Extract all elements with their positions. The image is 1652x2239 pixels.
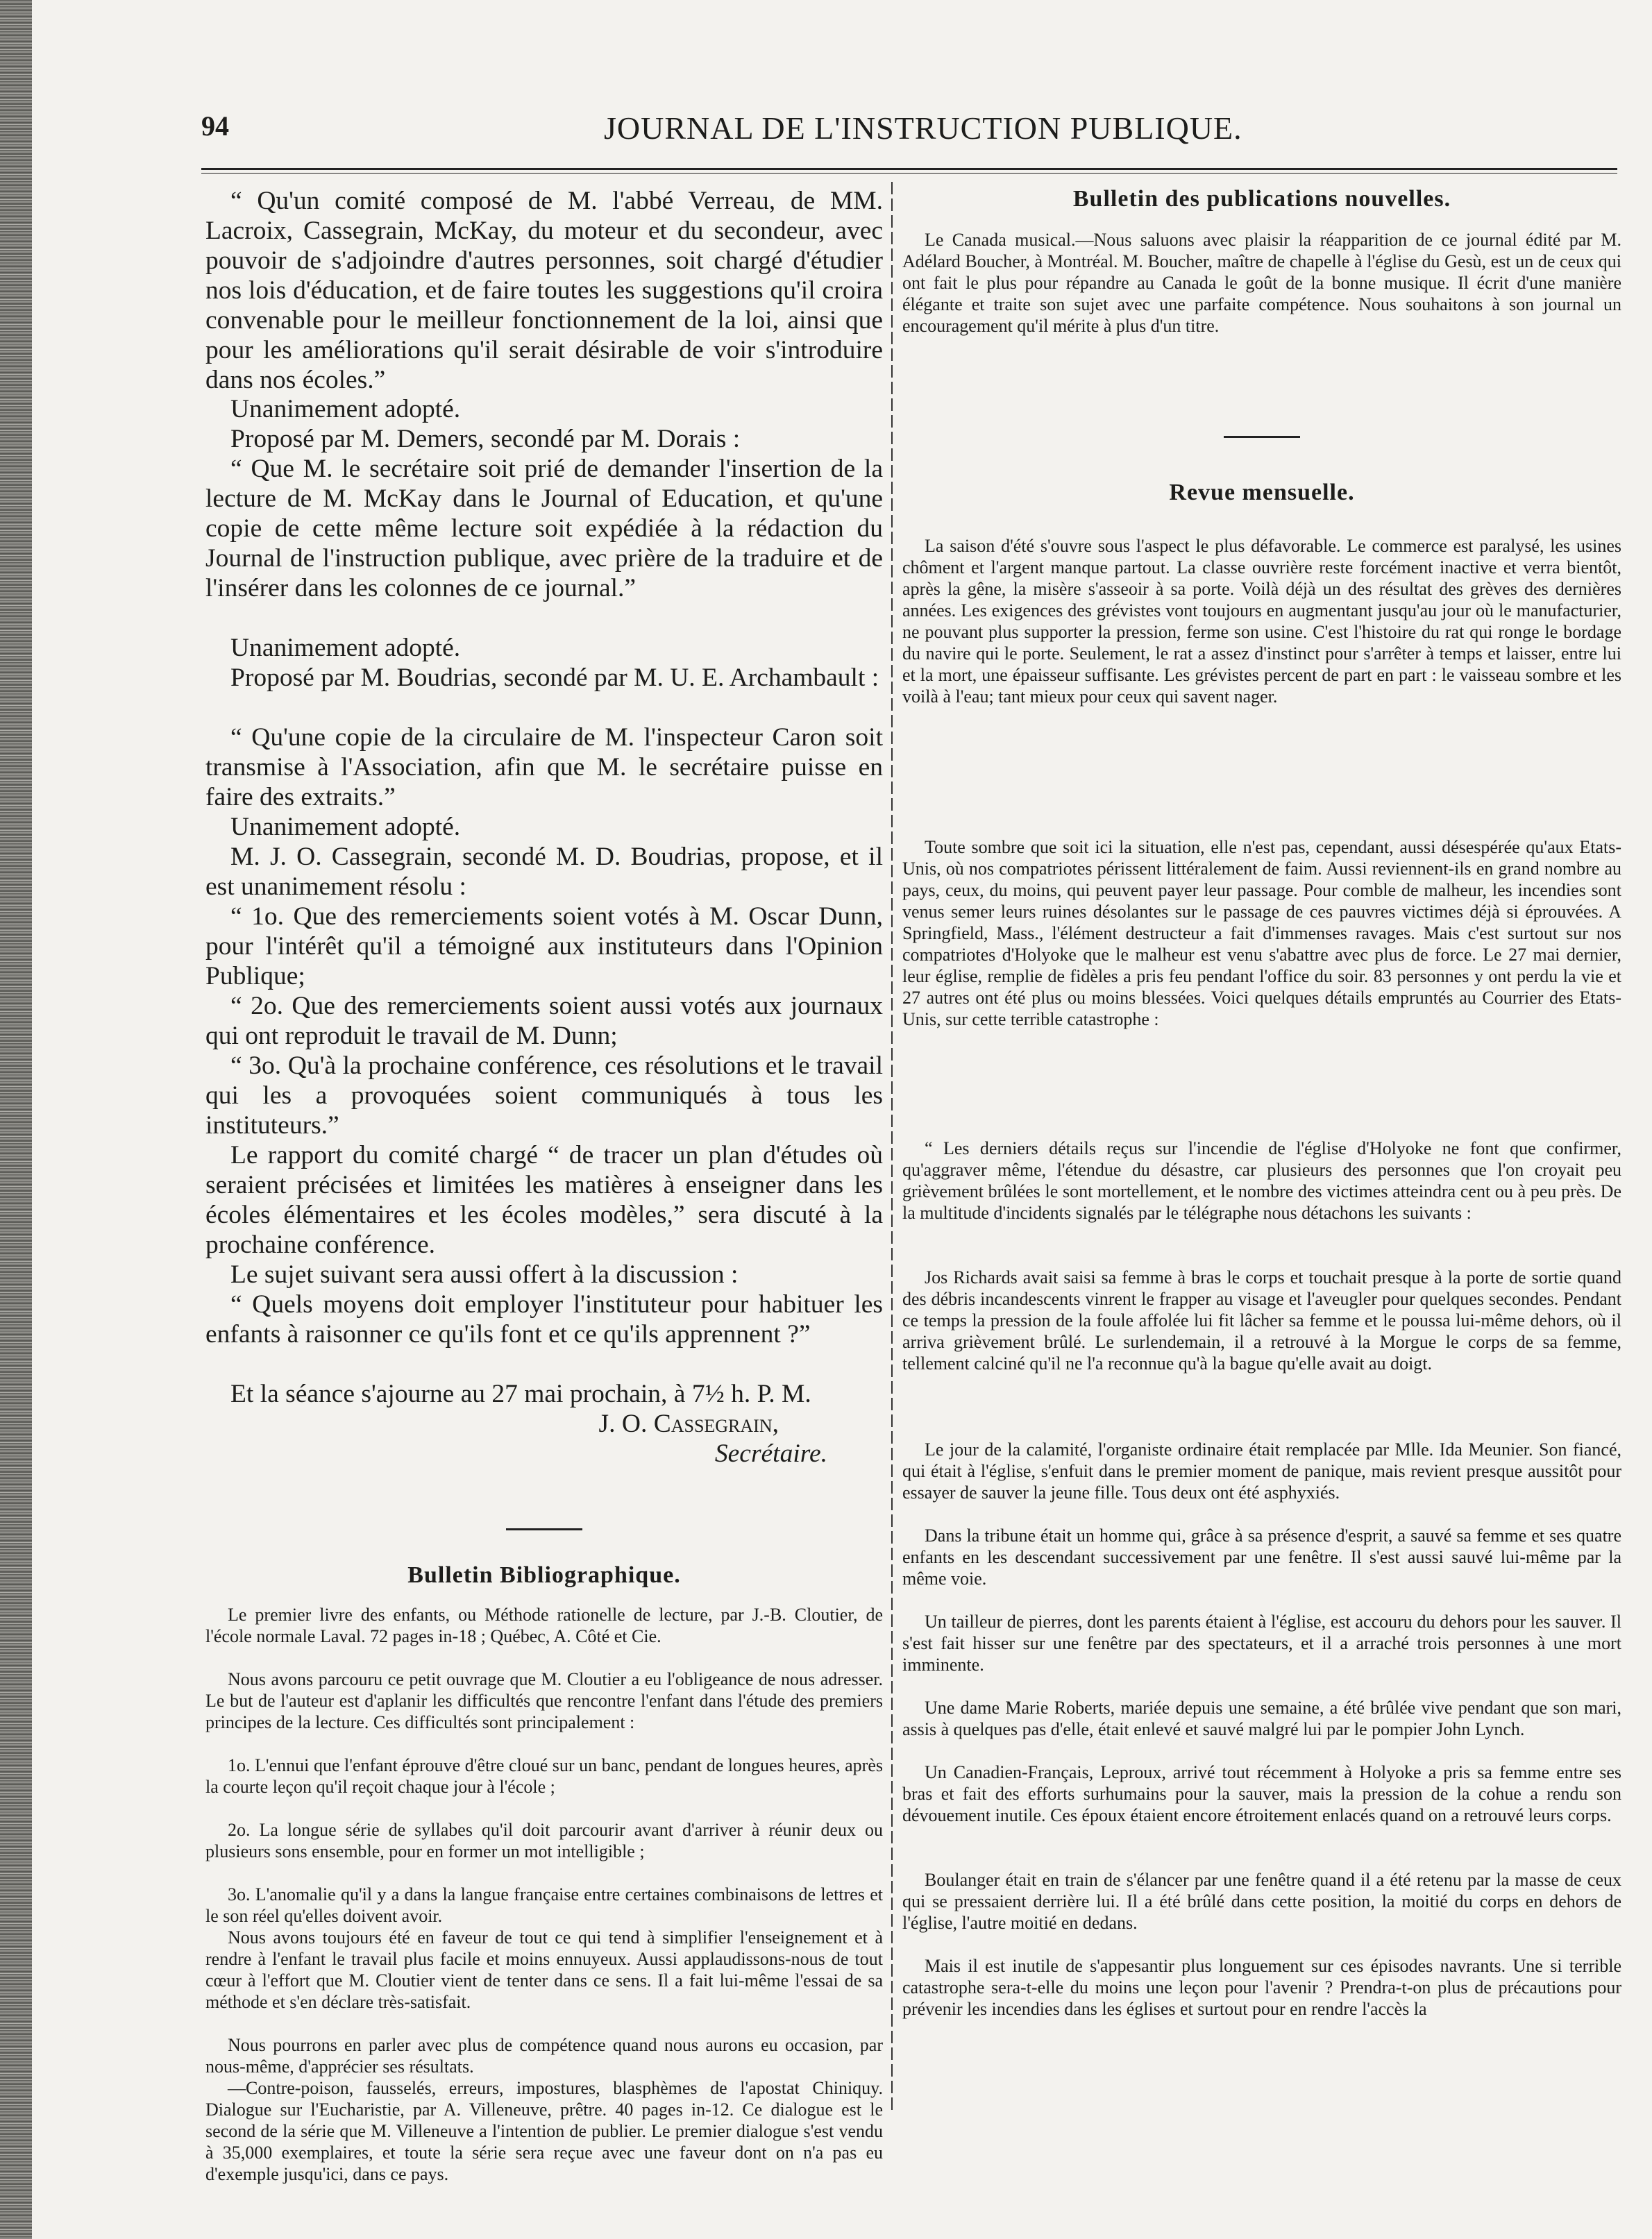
revue-paragraph-boulanger: Boulanger était en train de s'élancer par une fenêtre quand il a été retenu par la masse de ceux qui se pressaient derrière lui. Il a été brûlé dans cette position, la moitié du corps en dehors de l'église, l'autre moitié en dedans. xyxy=(902,1870,1621,1933)
paragraph-adopted-1: Unanimement adopté. xyxy=(230,395,461,423)
left-column xyxy=(205,186,883,2188)
revue-paragraph-leproux: Un Canadien-Français, Leproux, arrivé tout récemment à Holyoke a pris sa femme entre ses bras et fait des efforts surhumains pour la sauver, mais la pression de la cohue a rendu son dévouement inutile. Ces époux étaient encore étroitement enlacés quand on a retrouvé leurs corps. xyxy=(902,1762,1621,1825)
signature-name: J. O. Cassegrain, xyxy=(598,1410,779,1438)
paragraph-proposal-demers: Proposé par M. Demers, secondé par M. Dorais : xyxy=(230,425,741,453)
paragraph-mckay-lecture: “ Que M. le secrétaire soit prié de demander l'insertion de la lecture de M. McKay dans le Journal of Education, et qu'une copie de cette même lecture soit expédiée à la rédaction du Journal de l'instruction publique, avec prière de la traduire et de l'insérer dans les colonnes de ce journal.” xyxy=(205,455,883,602)
header-rule xyxy=(201,168,1617,174)
revue-mensuelle-title: Revue mensuelle. xyxy=(1169,480,1355,505)
column-divider xyxy=(891,182,893,2111)
bulletin-paragraph-ennui: 1o. L'ennui que l'enfant éprouve d'être cloué sur un banc, pendant de longues heures, après la courte leçon qu'il reçoit chaque jour à l'école ; xyxy=(205,1755,883,1797)
page-header xyxy=(201,110,1617,158)
paragraph-adopted-2: Unanimement adopté. xyxy=(230,634,461,662)
paragraph-next-subject: Le sujet suivant sera aussi offert à la discussion : xyxy=(230,1260,739,1289)
paragraph-conference: “ 3o. Qu'à la prochaine conférence, ces résolutions et le travail qui les a provoquées soient communiqués à tous les instituteurs.” xyxy=(205,1051,883,1140)
paragraph-proposal-boudrias: Proposé par M. Boudrias, secondé par M. U. E. Archambault : xyxy=(230,664,879,692)
revue-paragraph-conclusion: Mais il est inutile de s'appesantir plus longuement sur ces épisodes navrants. Une si terrible catastrophe sera-t-elle du moins une leçon pour l'avenir ? Prendra-t-on plus de précautions pour prévenir les incendies dans les églises et surtout pour en rendre l'accès la xyxy=(902,1956,1621,2019)
revue-paragraph-tribune: Dans la tribune était un homme qui, grâce à sa présence d'esprit, a sauvé sa femme et ses quatre enfants en les descendant successivement par une fenêtre. Il s'est aussi sauvé lui-même par la même voie. xyxy=(902,1526,1621,1589)
paragraph-resolution: M. J. O. Cassegrain, secondé M. D. Boudrias, propose, et il est unanimement résolu : xyxy=(205,843,883,901)
paragraph-study-plan: Le rapport du comité chargé “ de tracer un plan d'études où seraient précisées et limitées les matières à enseigner dans les écoles élémentaires et les écoles modèles,” sera discuté à la prochaine conférence. xyxy=(205,1141,883,1259)
publications-nouvelles-title: Bulletin des publications nouvelles. xyxy=(1072,186,1451,212)
revue-paragraph-saison: La saison d'été s'ouvre sous l'aspect le plus défavorable. Le commerce est paralysé, les usines chôment et l'argent manque partout. La classe ouvrière reste forcément inactive et verra bientôt, après la gêne, la misère s'asseoir à sa porte. Voilà déjà un des résultat des grèves des dernières années. Les exigences des grévistes vont toujours en augmentant jusqu'au jour où le manufacturier, ne pouvant plus supporter la pression, ferme son usine. C'est l'histoire du rat qui ronge le bordage du navire qui le porte. Seulement, le rat a assez d'instinct pour s'arrêter à temps et laisser, entre lui et la mort, une épaisseur suffisante. Les grévistes percent de part en part : le vaisseau sombre et les voilà à l'eau; tant mieux pour ceux qui savent nager. xyxy=(902,536,1621,707)
book-binding-edge xyxy=(0,0,32,2239)
paragraph-committee: “ Qu'un comité composé de M. l'abbé Verreau, de MM. Lacroix, Cassegrain, McKay, du moteur et du secondeur, avec pouvoir de s'adjoindre d'autres personnes, soit chargé d'étudier nos lois d'éducation, et de faire toutes les suggestions qu'il croira convenable pour le meilleur fonctionnement de la loi, ainsi que pour les améliorations qu'il serait désirable de voir s'introduire dans nos écoles.” xyxy=(205,187,883,394)
paragraph-adjourn: Et la séance s'ajourne au 27 mai prochain, à 7½ h. P. M. xyxy=(230,1380,811,1408)
paragraph-thanks-dunn: “ 1o. Que des remerciements soient votés à M. Oscar Dunn, pour l'intérêt qu'il a témoigné aux instituteurs dans l'Opinion Publique; xyxy=(205,902,883,990)
revue-paragraph-derniers-details: “ Les derniers détails reçus sur l'incendie de l'église d'Holyoke ne font que confirmer, qu'aggraver même, l'étendue du désastre, car plusieurs des personnes que l'on croyait peu grièvement brûlées le sont mortellement, et le nombre des victimes atteindra cent ou à peu près. De la multitude d'incidents signalés par le télégraphe nous détachons les suivants : xyxy=(902,1138,1621,1223)
revue-paragraph-richards: Jos Richards avait saisi sa femme à bras le corps et touchait presque à la porte de sortie quand des débris incandescents vinrent le frapper au visage et l'aveugler pour quelques secondes. Pendant ce temps la pression de la foule affolée lui fit lâcher sa femme et le poussa lui-même dehors, où il arriva grièvement brûlé. Le surlendemain, il a retrouvé à la Morgue le corps de sa femme, tellement calciné qu'il ne l'a reconnue qu'à la bague qu'elle avait au doigt. xyxy=(902,1267,1621,1374)
paragraph-circular: “ Qu'une copie de la circulaire de M. l'inspecteur Caron soit transmise à l'Association, afin que M. le secrétaire puisse en faire des extraits.” xyxy=(205,723,883,811)
revue-paragraph-tailleur: Un tailleur de pierres, dont les parents étaient à l'église, est accouru du dehors pour les sauver. Il s'est fait hisser sur une fenêtre par des spectateurs, et il a arraché trois personnes à une mort imminente. xyxy=(902,1612,1621,1675)
right-column xyxy=(902,186,1621,2041)
journal-title: JOURNAL DE L'INSTRUCTION PUBLIQUE. xyxy=(604,110,1242,146)
bulletin-paragraph-syllabes: 2o. La longue série de syllabes qu'il doit parcourir avant d'arriver à réunir deux ou plusieurs sons ensemble, pour en former un mot intelligible ; xyxy=(205,1820,883,1861)
bulletin-paragraph-anomalie: 3o. L'anomalie qu'il y a dans la langue française entre certaines combinaisons de lettres et le son réel qu'elles doivent avoir. xyxy=(205,1884,883,1926)
publication-canada-musical: Le Canada musical.—Nous saluons avec plaisir la réapparition de ce journal édité par M. Adélard Boucher, à Montréal. M. Boucher, maître de chapelle à l'église du Gesù, est un de ceux qui ont fait le plus pour répandre au Canada le goût de la bonne musique. Il écrit d'une manière élégante et traite son sujet avec une parfaite compétence. Nous souhaitons à son journal un encouragement qu'il mérite à plus d'un titre. xyxy=(902,230,1621,336)
bulletin-entry-contre-poison: —Contre-poison, fausselés, erreurs, impostures, blasphèmes de l'apostat Chiniquy. Dialogue sur l'Eucharistie, par A. Villeneuve, prêtre. 40 pages in-12. Ce dialogue est le second de la série que M. Villeneuve a l'intention de publier. Le premier dialogue s'est vendu à 35,000 exemplaires, et toute la série sera reçue avec une faveur dont on n'a pas eu d'exemple jusqu'ici, dans ce pays. xyxy=(205,2078,883,2184)
paragraph-question: “ Quels moyens doit employer l'instituteur pour habituer les enfants à raisonner ce qu'ils font et ce qu'ils apprennent ?” xyxy=(205,1290,883,1349)
bulletin-bibliographique-title: Bulletin Bibliographique. xyxy=(407,1562,681,1588)
page-number: 94 xyxy=(201,110,229,142)
bulletin-paragraph-intro: Nous avons parcouru ce petit ouvrage que M. Cloutier a eu l'obligeance de nous adresser. Le but de l'auteur est d'aplanir les difficultés que rencontre l'enfant dans l'étude des premiers principes de la lecture. Ces difficultés sont principalement : xyxy=(205,1669,883,1732)
bulletin-paragraph-opinion: Nous avons toujours été en faveur de tout ce qui tend à simplifier l'enseignement et à rendre à l'enfant le travail plus facile et moins ennuyeux. Aussi applaudissons-nous de tout cœur à l'effort que M. Cloutier vient de tenter dans ce sens. Il a fait lui-même l'essai de sa méthode et s'en déclare très-satisfait. xyxy=(205,1927,883,2012)
signature-title: Secrétaire. xyxy=(714,1439,827,1468)
revue-paragraph-roberts: Une dame Marie Roberts, mariée depuis une semaine, a été brûlée vive pendant que son mari, assis à quelques pas d'elle, était enlevé et sauvé malgré lui par le pompier John Lynch. xyxy=(902,1698,1621,1739)
paragraph-adopted-3: Unanimement adopté. xyxy=(230,813,461,841)
revue-paragraph-organiste: Le jour de la calamité, l'organiste ordinaire était remplacée par Mlle. Ida Meunier. Son fiancé, qui était à l'église, s'enfuit dans le premier moment de panique, mais revient presque aussitôt pour essayer de sauver la jeune fille. Tous deux ont été asphyxiés. xyxy=(902,1439,1621,1503)
paragraph-thanks-journals: “ 2o. Que des remerciements soient aussi votés aux journaux qui ont reproduit le travail de M. Dunn; xyxy=(205,992,883,1050)
bulletin-entry-livre-enfants: Le premier livre des enfants, ou Méthode rationelle de lecture, par J.-B. Cloutier, de l'école normale Laval. 72 pages in-18 ; Québec, A. Côté et Cie. xyxy=(205,1605,883,1646)
bulletin-paragraph-competence: Nous pourrons en parler avec plus de compétence quand nous aurons eu occasion, par nous-même, d'apprécier ses résultats. xyxy=(205,2035,883,2077)
revue-paragraph-situation: Toute sombre que soit ici la situation, elle n'est pas, cependant, aussi désespérée qu'aux Etats-Unis, où nos compatriotes périssent littéralement de faim. Aussi reviennent-ils en grand nombre au pays, ceux, du moins, qui peuvent payer leur passage. Pour comble de malheur, les incendies sont venus semer leurs ruines désolantes sur le passage de ces pauvres victimes déjà si éprouvées. A Springfield, Mass., l'élément destructeur a fait d'immenses ravages. Mais c'est surtout sur nos compatriotes d'Holyoke que le malheur est venu s'abattre avec plus de force. Le 27 mai dernier, leur église, remplie de fidèles a pris feu pendant l'office du soir. 83 personnes y ont perdu la vie et 27 autres ont été plus ou moins blessées. Voici quelques détails empruntés au Courrier des Etats-Unis, sur cette terrible catastrophe : xyxy=(902,837,1621,1029)
